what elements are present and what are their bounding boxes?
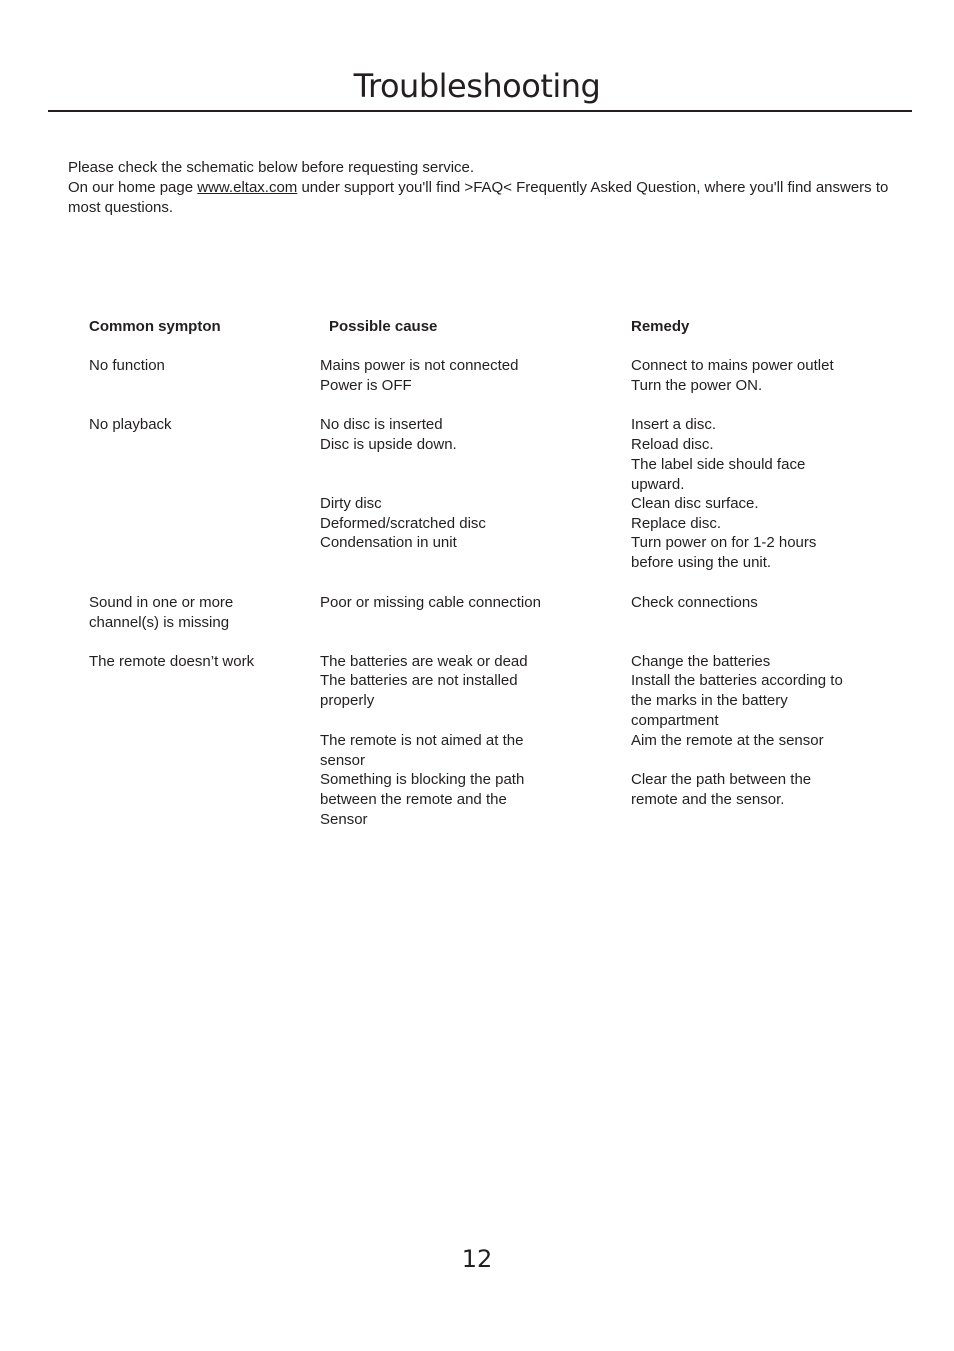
header-cause: Possible cause (329, 318, 438, 335)
row-no-playback-remedy-2: Reload disc. (631, 436, 714, 453)
row-remote-cause-2: The batteries are not installed properly (320, 672, 518, 709)
row-no-playback-cause-2: Disc is upside down. (320, 436, 457, 453)
row-no-function-cause-2: Power is OFF (320, 377, 412, 394)
page-title: Troubleshooting (353, 67, 601, 105)
intro-line-2 (68, 178, 898, 218)
row-no-function-remedy-1: Connect to mains power outlet (631, 357, 834, 374)
row-remote-cause-3: The remote is not aimed at the sensor (320, 732, 524, 769)
row-no-playback-cause-3: Dirty disc (320, 495, 382, 512)
title-divider (48, 110, 912, 112)
row-no-playback-remedy-6: Turn power on for 1-2 hours before using the unit. (631, 534, 817, 571)
row-no-function-symptom: No function (89, 357, 165, 374)
header-symptom: Common sympton (89, 318, 221, 335)
row-no-function-remedy-2: Turn the power ON. (631, 377, 763, 394)
row-no-playback-remedy-3: The label side should face upward. (631, 456, 806, 493)
row-no-playback-remedy-4: Clean disc surface. (631, 495, 759, 512)
row-no-function-cause-1: Mains power is not connected (320, 357, 519, 374)
row-sound-missing-cause-1: Poor or missing cable connection (320, 594, 541, 611)
row-remote-remedy-4: Clear the path between the remote and the sensor. (631, 771, 812, 808)
header-remedy: Remedy (631, 318, 690, 335)
intro-line-1: Please check the schematic below before requesting service. (68, 159, 475, 176)
row-no-playback-cause-4: Deformed/scratched disc (320, 515, 486, 532)
intro-line-2-suffix: under support you'll find >FAQ< Frequently Asked Question, where you'll find answers to most questions. (68, 179, 889, 216)
row-no-playback-symptom: No playback (89, 416, 172, 433)
row-remote-remedy-2: Install the batteries according to the marks in the battery compartment (631, 672, 843, 729)
row-remote-cause-1: The batteries are weak or dead (320, 653, 528, 670)
row-remote-cause-4: Something is blocking the path between the remote and the Sensor (320, 771, 525, 828)
row-no-playback-remedy-5: Replace disc. (631, 515, 722, 532)
row-no-playback-remedy-1: Insert a disc. (631, 416, 717, 433)
row-remote-symptom: The remote doesn’t work (89, 653, 255, 670)
row-sound-missing-remedy-1: Check connections (631, 594, 758, 611)
row-no-playback-cause-5: Condensation in unit (320, 534, 457, 551)
website-link[interactable]: www.eltax.com (197, 179, 298, 196)
row-remote-remedy-1: Change the batteries (631, 653, 771, 670)
intro-line-2-prefix: On our home page (68, 179, 198, 196)
intro-text (68, 158, 898, 218)
row-no-playback-cause-1: No disc is inserted (320, 416, 443, 433)
row-sound-missing-symptom: Sound in one or more channel(s) is missing (89, 594, 234, 631)
page-number: 12 (461, 1245, 493, 1273)
row-remote-remedy-3: Aim the remote at the sensor (631, 732, 824, 749)
